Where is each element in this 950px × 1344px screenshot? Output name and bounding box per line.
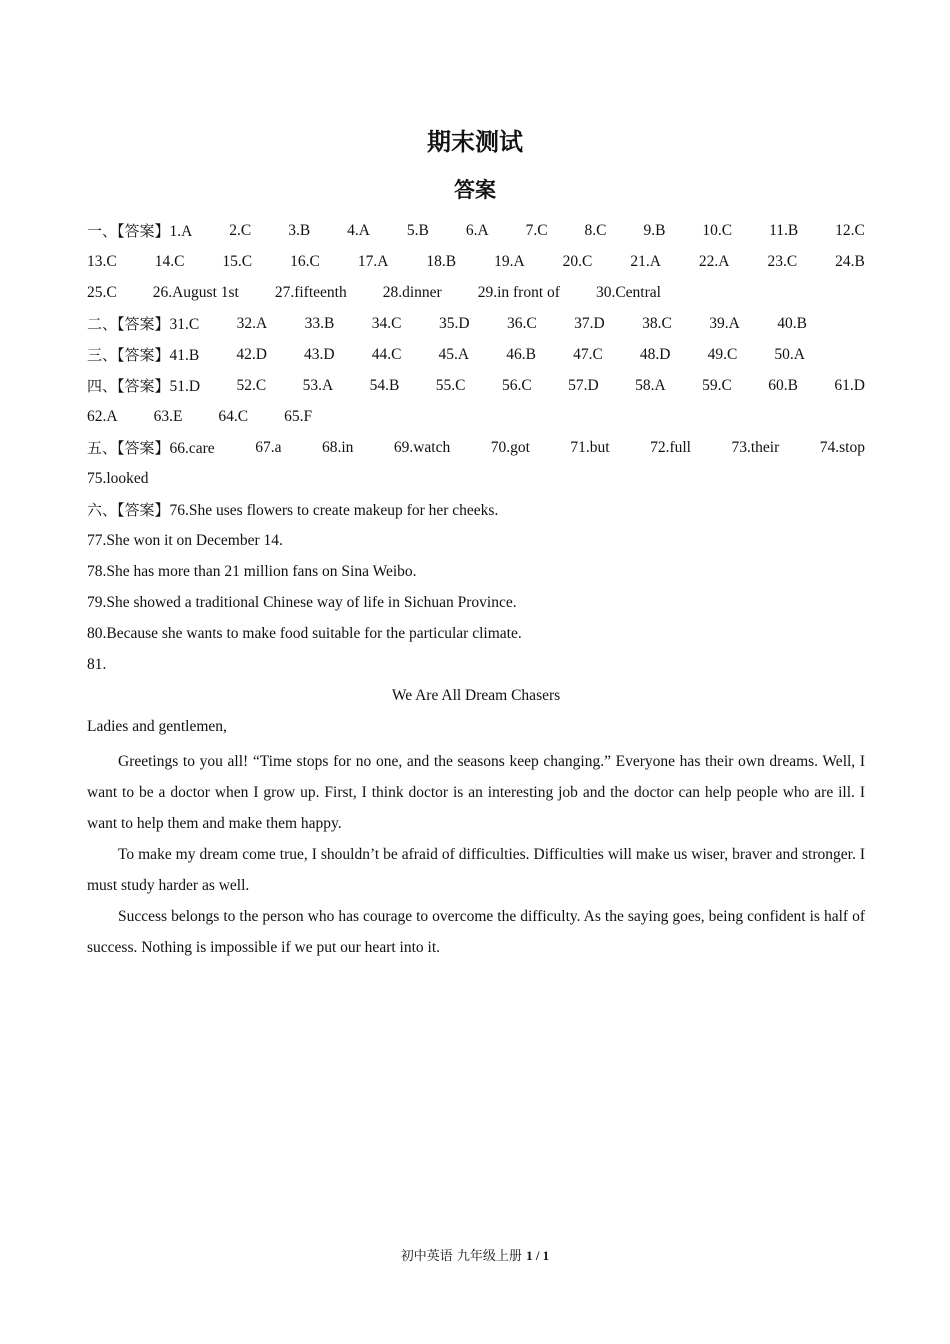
answer-item: 1.A: [169, 223, 193, 240]
answer-item: 10.C: [702, 222, 733, 239]
answer-item: 12.C: [835, 222, 865, 239]
answer-sentence: 77.She won it on December 14.: [87, 532, 283, 549]
sec6-prefix: 六、【答案】: [87, 501, 170, 519]
answer-item: 15.C: [222, 253, 253, 270]
sec5-row2: 75.looked: [87, 470, 149, 487]
answer-item: 64.C: [218, 408, 249, 425]
answer-item: 73.their: [731, 439, 780, 456]
answer-item: 63.E: [153, 408, 183, 425]
answer-item: 37.D: [574, 315, 605, 332]
answer-item: 8.C: [584, 222, 607, 239]
answer-item: 17.A: [357, 253, 389, 270]
answer-item: 36.C: [506, 315, 537, 332]
answer-item: 70.got: [490, 439, 530, 456]
answer-item: 27.fifteenth: [274, 284, 347, 301]
essay-number: 81.: [87, 656, 107, 673]
answer-item: 29.in front of: [477, 284, 560, 301]
answer-item: 7.C: [525, 222, 548, 239]
answer-item: 46.B: [506, 346, 536, 363]
sec1-row2: [87, 250, 865, 281]
sec1-row1: [87, 219, 865, 250]
answer-item: 56.C: [501, 377, 532, 394]
sec3-prefix: 三、【答案】: [87, 346, 170, 364]
answer-item: 14.C: [154, 253, 185, 270]
sec5-row1: [87, 436, 865, 467]
page-footer: [0, 1245, 950, 1264]
answer-item: 41.B: [169, 347, 200, 364]
answer-item: 34.C: [371, 315, 402, 332]
answer-item: 43.D: [304, 346, 335, 363]
answer-item: 30.Central: [595, 284, 661, 301]
answer-item: 69.watch: [393, 439, 451, 456]
answer-item: 4.A: [347, 222, 370, 239]
answer-sentence: 78.She has more than 21 million fans on Sina Weibo.: [87, 563, 417, 580]
answer-sentence: 79.She showed a traditional Chinese way of life in Sichuan Province.: [87, 594, 517, 611]
answer-item: 6.A: [465, 222, 489, 239]
answer-item: 57.D: [568, 377, 599, 394]
answer-item: 35.D: [438, 315, 470, 332]
answer-item: 42.D: [236, 346, 267, 363]
answer-item: 24.B: [835, 253, 865, 270]
answer-item: 67.a: [255, 439, 282, 456]
answer-item: 25.C: [87, 284, 117, 301]
answer-item: 23.C: [767, 253, 798, 270]
answer-item: 53.A: [302, 377, 334, 394]
sec4-row2: [87, 405, 865, 436]
essay-paragraph-3: Success belongs to the person who has courage to overcome the difficulty. As the saying goes, being confident is half of success. Nothing is impossible if we put our heart into it.: [87, 908, 865, 956]
answer-item: 65.F: [284, 408, 313, 425]
answer-item: 44.C: [371, 346, 402, 363]
answer-item: 3.B: [288, 222, 311, 239]
answer-sentence: 76.She uses flowers to create makeup for her cheeks.: [169, 502, 499, 519]
sec1-prefix: 一、【答案】: [87, 222, 170, 240]
sec3-row: [87, 343, 805, 374]
page-number: 1 / 1: [526, 1248, 550, 1263]
answer-item: 21.A: [630, 253, 661, 270]
answer-item: 58.A: [635, 377, 666, 394]
answer-item: 31.C: [169, 316, 200, 333]
answer-item: 59.C: [702, 377, 732, 394]
sec4-row1: [87, 374, 865, 405]
answer-item: 26.August 1st: [152, 284, 239, 301]
answer-item: 49.C: [707, 346, 738, 363]
answer-item: 20.C: [562, 253, 593, 270]
essay-salutation: Ladies and gentlemen,: [87, 718, 227, 735]
answer-item: 18.B: [426, 253, 457, 270]
essay-paragraph-1: Greetings to you all! “Time stops for no one, and the seasons keep changing.” Everyone has their own dreams. Well, I want to be a doctor when I grow up. First, I think doctor is an interesting job and the doctor can help people who are ill. I want to help them and make them happy.: [87, 753, 865, 832]
answer-item: 11.B: [769, 222, 799, 239]
answer-content: [87, 219, 865, 963]
page-subtitle: 答案: [454, 178, 496, 202]
answer-item: 48.D: [639, 346, 671, 363]
essay-title: We Are All Dream Chasers: [391, 687, 561, 704]
sec6-line-76: [87, 498, 865, 529]
answer-item: 55.C: [435, 377, 466, 394]
answer-item: 16.C: [290, 253, 320, 270]
essay-paragraph-2: To make my dream come true, I shouldn’t be afraid of difficulties. Difficulties will make us wiser, braver and stronger. I must study harder as well.: [87, 846, 865, 894]
answer-item: 19.A: [494, 253, 525, 270]
answer-item: 71.but: [570, 439, 610, 456]
answer-item: 22.A: [698, 253, 730, 270]
answer-item: 52.C: [236, 377, 267, 394]
answer-item: 47.C: [573, 346, 603, 363]
sec2-prefix: 二、【答案】: [87, 315, 170, 333]
footer-text: 初中英语 九年级上册: [400, 1249, 527, 1264]
sec1-row3: [87, 281, 865, 312]
answer-sentence: 80.Because she wants to make food suitable for the particular climate.: [87, 625, 522, 642]
sec2-row: [87, 312, 807, 343]
answer-item: 38.C: [642, 315, 672, 332]
answer-item: 74.stop: [819, 439, 865, 456]
answer-item: 60.B: [768, 377, 798, 394]
answer-item: 62.A: [87, 408, 118, 425]
answer-item: 9.B: [643, 222, 666, 239]
sec4-prefix: 四、【答案】: [87, 377, 170, 395]
answer-item: 5.B: [406, 222, 429, 239]
answer-item: 51.D: [169, 378, 201, 395]
answer-item: 61.D: [834, 377, 865, 394]
answer-item: 40.B: [777, 315, 807, 332]
answer-item: 45.A: [438, 346, 470, 363]
answer-item: 50.A: [774, 346, 805, 363]
sec5-prefix: 五、【答案】: [87, 439, 170, 457]
answer-item: 32.A: [236, 315, 268, 332]
answer-item: 72.full: [650, 439, 691, 456]
answer-item: 13.C: [87, 253, 117, 270]
answer-item: 68.in: [321, 439, 354, 456]
answer-item: 54.B: [369, 377, 400, 394]
answer-item: 66.care: [169, 440, 215, 457]
page-title: 期末测试: [427, 128, 523, 156]
answer-item: 39.A: [709, 315, 740, 332]
answer-item: 2.C: [229, 222, 252, 239]
answer-item: 28.dinner: [382, 284, 442, 301]
answer-item: 33.B: [304, 315, 335, 332]
